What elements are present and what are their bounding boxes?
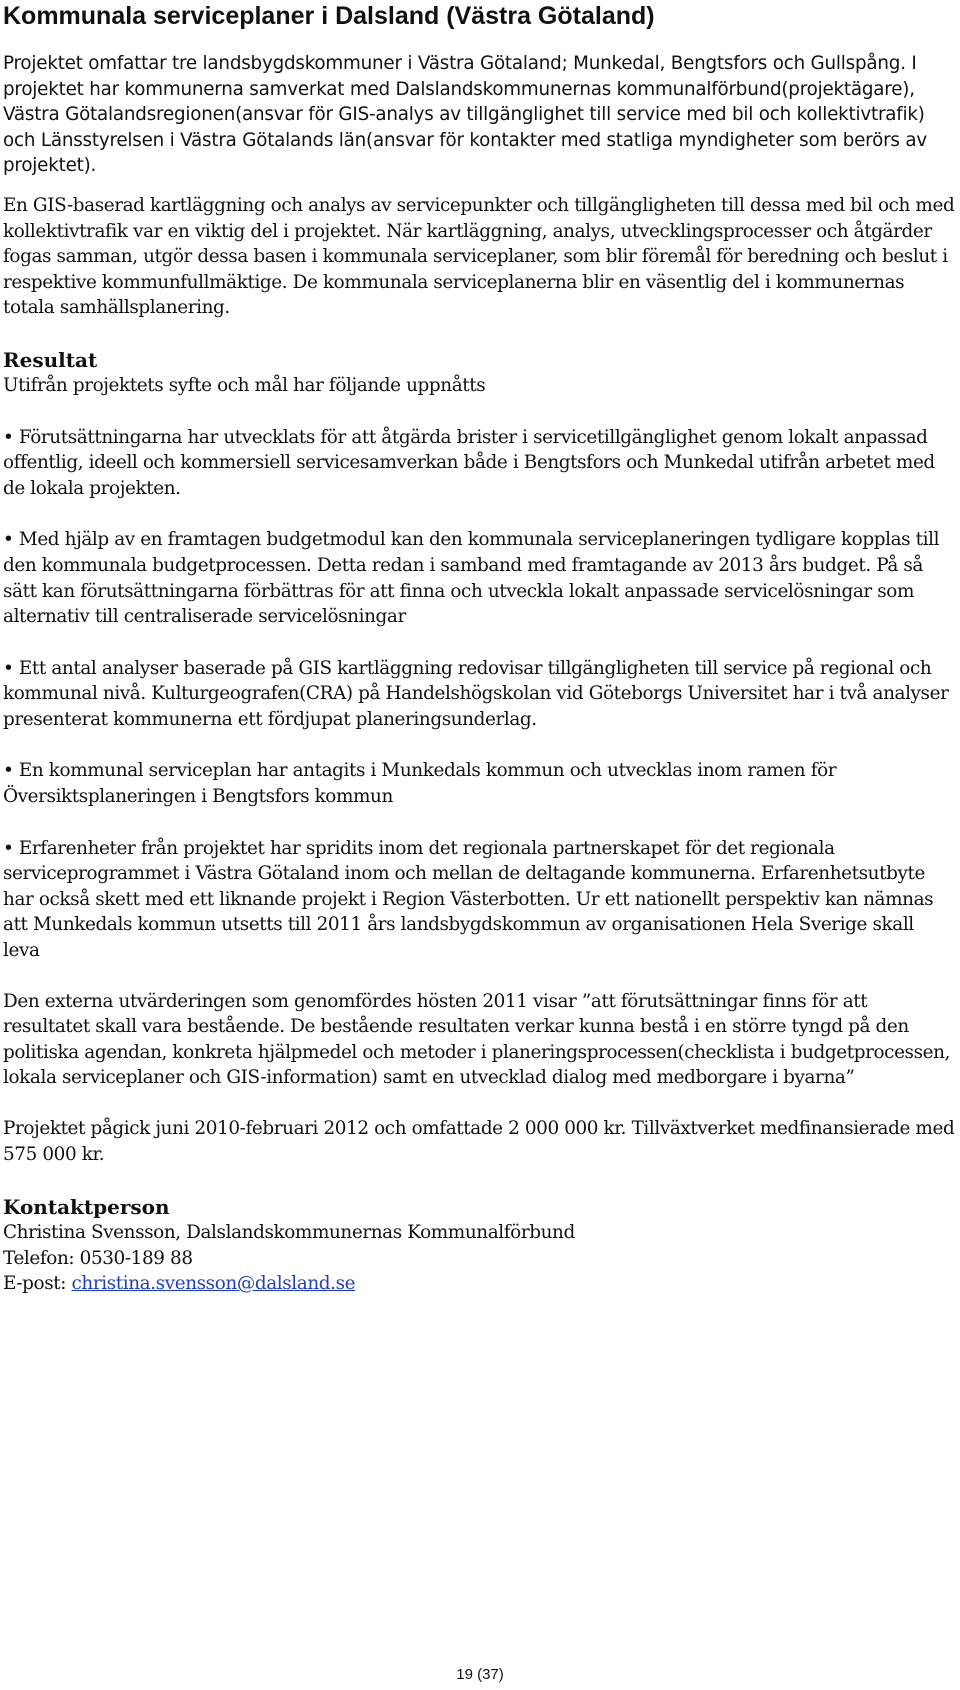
document-content [3,0,955,1297]
contact-phone: Telefon: 0530-189 88 [3,1247,193,1269]
page-number: 19 (37) [456,1666,504,1683]
result-bullet: • En kommunal serviceplan har antagits i Munkedals kommun och utvecklas inom ramen för Översiktsplaneringen i Bengtsfors kommun [3,760,837,808]
result-heading: Resultat [3,347,98,372]
result-bullet: • Ett antal analyser baserade på GIS kartläggning redovisar tillgängligheten till service på regional och kommunal nivå. Kulturgeografen(CRA) på Handelshögskolan vid Göteborgs Universitet har i två analyser presenterat kommunerna ett fördjupat planeringsunderlag. [3,657,949,730]
funding-paragraph: Projektet pågick juni 2010-februari 2012 och omfattade 2 000 000 kr. Tillväxtverket medfinansierade med 575 000 kr. [3,1118,955,1165]
contact-name: Christina Svensson, Dalslandskommunernas Kommunalförbund [3,1222,575,1244]
email-link[interactable]: christina.svensson@dalsland.se [71,1273,356,1295]
intro-paragraph: Projektet omfattar tre landsbygdskommuner i Västra Götaland; Munkedal, Bengtsfors och Gullspång. I projektet har kommunerna samverkat med Dalslandskommunernas kommunalförbund(projektägare), Västra Götalandsregionen(ansvar för GIS-analys av tillgänglighet till service med bil och kollektivtrafik) och Länsstyrelsen i Västra Götalands län(ansvar för kontakter med statliga myndigheter som berörs av projektet). [3,53,927,177]
contact-heading: Kontaktperson [3,1195,170,1220]
result-bullet: • Förutsättningarna har utvecklats för att åtgärda brister i servicetillgänglighet genom lokalt anpassad offentlig, ideell och kommersiell servicesamverkan både i Bengtsfors och Munkedal utifrån arbetet med de lokala projekten. [3,426,935,499]
gis-paragraph: En GIS-baserad kartläggning och analys av servicepunkter och tillgängligheten till dessa med bil och med kollektivtrafik var en viktig del i projektet. När kartläggning, analys, utvecklingsprocesser och åtgärder fogas samman, utgör dessa basen i kommunala serviceplaner, som blir föremål för beredning och beslut i respektive kommunfullmäktige. De kommunala serviceplanerna blir en väsentlig del i kommunernas totala samhällsplanering. [3,194,955,319]
evaluation-paragraph: Den externa utvärderingen som genomfördes hösten 2011 visar ”att förutsättningar finns för att resultatet skall vara bestående. De bestående resultaten verkar kunna bestå i en större tyngd på den politiska agendan, konkreta hjälpmedel och metoder i planeringsprocessen(checklista i budgetprocessen, lokala serviceplaner och GIS-information) samt en utvecklad dialog med medborgare i byarna” [3,990,951,1089]
contact-email-line [3,1271,955,1297]
result-bullet: • Med hjälp av en framtagen budgetmodul kan den kommunala serviceplaneringen tydligare kopplas till den kommunala budgetprocessen. Detta redan i samband med framtagande av 2013 års budget. På så sätt kan förutsättningarna förbättras för att finna och utveckla lokalt anpassade servicelösningar som alternativ till centraliserade servicelösningar [3,529,940,628]
email-label: E-post: [3,1273,72,1295]
result-lead: Utifrån projektets syfte och mål har följande uppnåtts [3,374,486,396]
page-title: Kommunala serviceplaner i Dalsland (Västra Götaland) [3,2,655,30]
result-bullet: • Erfarenheter från projektet har spridits inom det regionala partnerskapet för det regionala serviceprogrammet i Västra Götaland inom och mellan de deltagande kommunerna. Erfarenhetsutbyte har också skett med ett liknande projekt i Region Västerbotten. Ur ett nationellt perspektiv kan nämnas att Munkedals kommun utsetts till 2011 års landsbygdskommun av organisationen Hela Sverige skall leva [3,837,934,962]
